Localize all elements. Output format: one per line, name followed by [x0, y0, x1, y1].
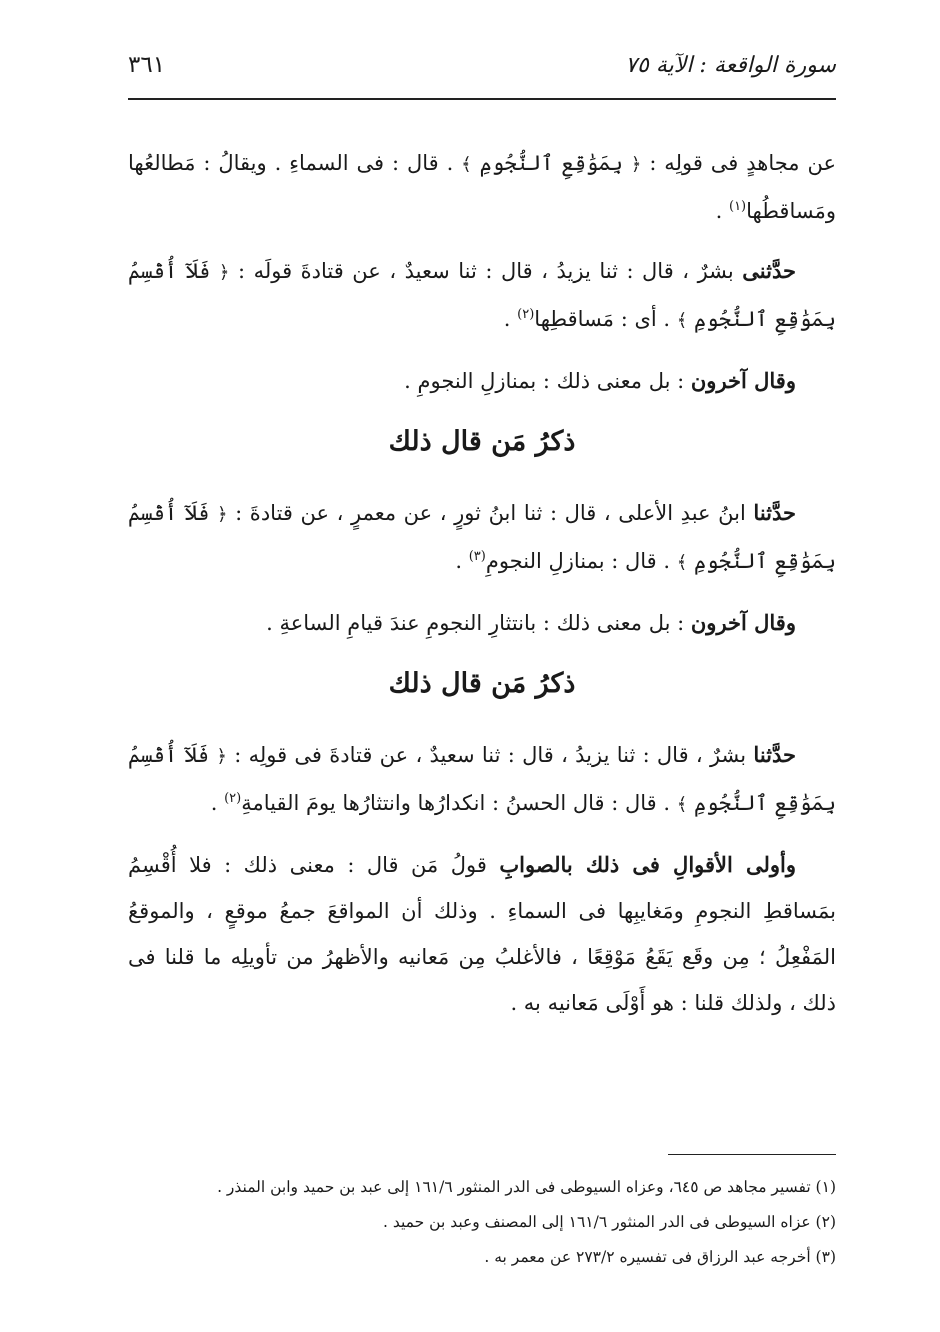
quran-bracket-close: ﴾ — [676, 310, 688, 331]
paragraph — [128, 358, 836, 404]
footnote-2: (٢) عزاه السيوطى فى الدر المنثور ١٦١/٦ إلى المصنف وعبد بن حميد . — [383, 1213, 836, 1231]
paragraph-lead: وقال آخرون — [690, 610, 796, 635]
paragraph-lead: وقال آخرون — [690, 368, 796, 393]
paragraph-end: . — [455, 549, 469, 573]
paragraph-lead: وأولى الأقوالِ فى ذلك بالصوابِ — [499, 852, 796, 877]
page-number: ٣٦١ — [128, 52, 166, 78]
quran-bracket-close: ﴾ — [676, 794, 688, 815]
paragraph — [128, 248, 836, 344]
paragraph-lead: حدَّثنى — [742, 258, 796, 283]
section-heading: ذكرُ مَن قال ذلك — [388, 668, 576, 699]
paragraph-text-after: . قال : قال الحسنُ : انكدارُها وانتثارُها يومَ القيامةِ — [241, 791, 677, 815]
footnote-marker: (٣) — [468, 549, 486, 564]
quran-verse: فَلَآ أُقْسِمُ بِمَوَٰقِعِ ٱلنُّجُومِ — [128, 743, 836, 815]
footnote-1: (١) تفسير مجاهد ص ٦٤٥، وعزاه السيوطى فى الدر المنثور ١٦١/٦ إلى عبد بن حميد وابن المنذر . — [217, 1178, 836, 1196]
paragraph-text: ابنُ عبدِ الأعلى ، قال : ثنا ابنُ ثورٍ ، عن معمرٍ ، عن قتادةَ : — [227, 501, 754, 525]
paragraph-text: : بل معنى ذلك : بانتثارِ النجومِ عندَ قيامِ الساعةِ . — [266, 611, 691, 635]
quran-bracket-close: ﴾ — [676, 552, 688, 573]
footnote-rule — [668, 1154, 836, 1155]
paragraph — [128, 490, 836, 586]
main-text — [128, 140, 836, 1040]
paragraph-text-after: . أى : مَساقطِها — [534, 307, 677, 331]
paragraph-end: . — [503, 307, 518, 331]
quran-verse: فَلَآ أُقْسِمُ بِمَوَٰقِعِ ٱلنُّجُومِ — [128, 501, 836, 573]
paragraph-lead: حدَّثنا — [753, 742, 797, 767]
footnote-3: (٣) أخرجه عبد الرزاق فى تفسيره ٢٧٣/٢ عن معمر به . — [484, 1248, 836, 1266]
paragraph-lead: حدَّثنا — [753, 500, 797, 525]
paragraph — [128, 842, 836, 1026]
header-rule — [128, 98, 836, 100]
footnote-marker: (٢) — [224, 791, 242, 806]
quran-verse: بِمَوَٰقِعِ ٱلنُّجُومِ — [471, 151, 631, 175]
quran-bracket-open: ﴿ — [216, 746, 227, 767]
paragraph-text: عن مجاهدٍ فى قولِه : — [641, 151, 836, 175]
paragraph-text-after: . قال : فى السماءِ . ويقالُ : مَطالعُها ومَساقطُها — [128, 151, 836, 223]
paragraph-end: . — [715, 199, 729, 223]
paragraph-text: بشرٌ ، قال : ثنا يزيدُ ، قال : ثنا سعيدٌ ، عن قتادةَ قولَه : — [229, 259, 743, 283]
quran-bracket-close: ﴾ — [461, 154, 472, 175]
paragraph — [128, 732, 836, 828]
quran-verse: فَلَآ أُقْسِمُ بِمَوَٰقِعِ ٱلنُّجُومِ — [128, 259, 836, 331]
quran-bracket-open: ﴿ — [630, 154, 642, 175]
footnote-marker: (١) — [728, 199, 747, 214]
paragraph-text: : بل معنى ذلك : بمنازلِ النجومِ . — [404, 369, 691, 393]
paragraph-text: بشرٌ ، قال : ثنا يزيدُ ، قال : ثنا سعيدٌ ، عن قتادةَ فى قولِه : — [226, 743, 754, 767]
running-title: سورة الواقعة : الآية ٧٥ — [625, 53, 836, 78]
paragraph-end: . — [210, 791, 225, 815]
book-page — [128, 52, 836, 1332]
footnotes — [128, 1170, 836, 1275]
running-header — [128, 52, 836, 92]
section-heading: ذكرُ مَن قال ذلك — [388, 426, 576, 457]
footnote-marker: (٢) — [517, 307, 535, 322]
quran-bracket-open: ﴿ — [218, 262, 230, 283]
paragraph — [128, 600, 836, 646]
paragraph — [128, 140, 836, 234]
quran-bracket-open: ﴿ — [217, 504, 228, 525]
paragraph-text: قولُ مَن قال : معنى ذلك : فلا أُقْسِمُ بمَساقطِ النجومِ ومَغايبِها فى السماءِ . وذلك أن المواقعَ جمعُ موقعٍ ، والموقعُ المَفْعِلُ ؛ مِن وقَع يَقَعُ مَوْقِعًا ، فالأغلبُ مِن مَعانيه والأظهرُ من تأويلِه ما قلنا فى ذلك ، ولذلك قلنا : هو أَوْلَى مَعانيه به . — [128, 853, 836, 1015]
paragraph-text-after: . قال : بمنازلِ النجومِ — [485, 549, 677, 573]
